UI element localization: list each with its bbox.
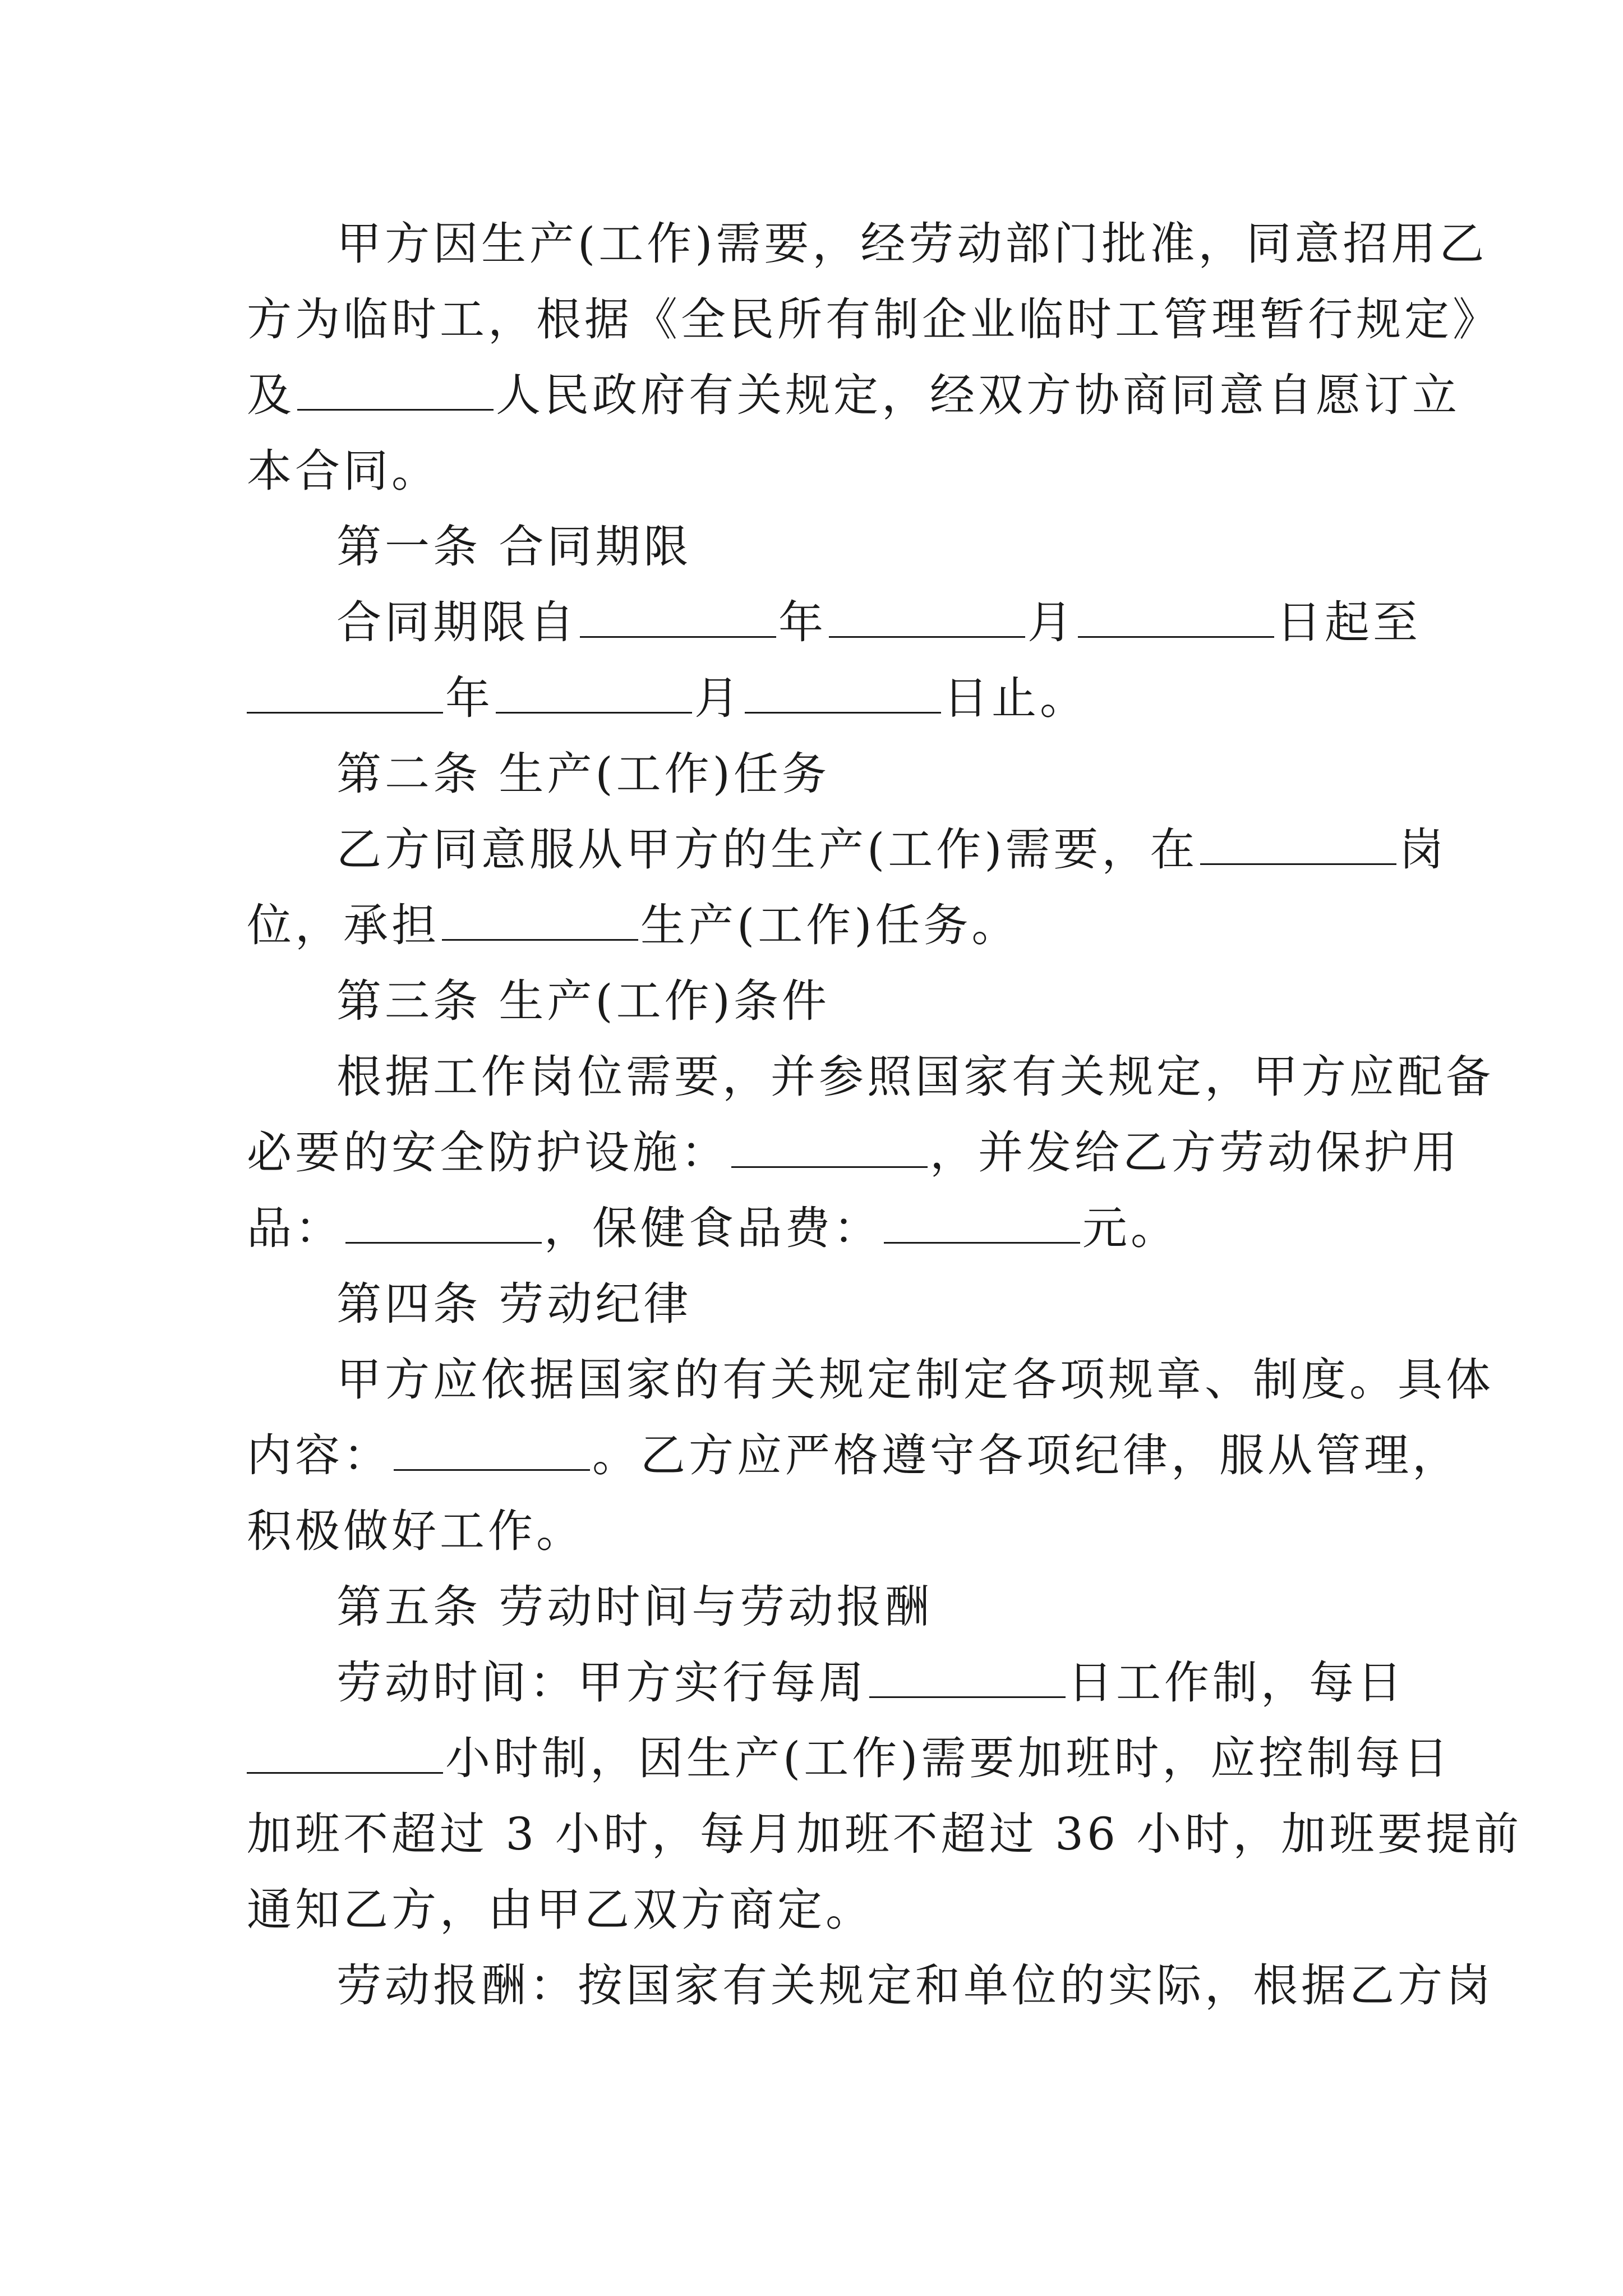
- article-5-line-4: 通知乙方，由甲乙双方商定。: [247, 1884, 874, 1936]
- article-5-line-1: 劳动时间：甲方实行每周 日工作制，每日: [336, 1657, 1405, 1709]
- article-4-line-1: 甲方应依据国家的有关规定制定各项规章、制度。具体: [336, 1354, 1494, 1406]
- article-4-heading: 第四条 劳动纪律: [336, 1278, 692, 1330]
- fill-blank: [247, 1736, 443, 1774]
- fill-blank: [745, 676, 941, 714]
- article-1-line-1: 合同期限自 年 月 日起至: [336, 596, 1421, 648]
- article-2-heading: 第二条 生产(工作)任务: [336, 748, 830, 800]
- fill-blank: [580, 600, 776, 638]
- article-2-line-2: 位，承担 生产(工作)任务。: [247, 899, 1020, 951]
- intro-line-4: 本合同。: [247, 445, 440, 497]
- fill-blank: [496, 676, 692, 714]
- article-3-heading: 第三条 生产(工作)条件: [336, 975, 830, 1027]
- fill-blank: [731, 1130, 928, 1168]
- fill-blank: [1078, 600, 1274, 638]
- fill-blank: [297, 373, 494, 411]
- fill-blank: [394, 1433, 590, 1471]
- article-5-line-2: 小时制，因生产(工作)需要加班时，应控制每日: [247, 1719, 1391, 1798]
- fill-blank: [247, 676, 443, 714]
- fill-blank: [442, 903, 638, 941]
- article-5-heading: 第五条 劳动时间与劳动报酬: [336, 1581, 933, 1633]
- article-1-heading: 第一条 合同期限: [336, 521, 692, 573]
- article-5-line-3: 加班不超过 3 小时，每月加班不超过 36 小时，加班要提前: [247, 1808, 1523, 1860]
- intro-line-3: 及 人民政府有关规定，经双方协商同意自愿订立: [247, 369, 1460, 421]
- fill-blank: [1200, 827, 1396, 865]
- fill-blank: [884, 1206, 1080, 1244]
- fill-blank: [869, 1660, 1066, 1698]
- fill-blank: [345, 1206, 542, 1244]
- article-4-line-3: 积极做好工作。: [247, 1505, 584, 1557]
- article-3-line-3: 品： ，保健食品费： 元。: [247, 1202, 1179, 1254]
- article-4-line-2: 内容： 。乙方应严格遵守各项纪律，服从管理，: [247, 1429, 1460, 1481]
- article-2-line-1: 乙方同意服从甲方的生产(工作)需要，在 岗: [336, 823, 1447, 876]
- article-3-line-1: 根据工作岗位需要，并参照国家有关规定，甲方应配备: [336, 1051, 1494, 1103]
- article-3-line-2: 必要的安全防护设施： ，并发给乙方劳动保护用: [247, 1126, 1460, 1179]
- intro-line-2: 方为临时工，根据《全民所有制企业临时工管理暂行规定》: [247, 293, 1501, 346]
- intro-line-1: 甲方因生产(工作)需要，经劳动部门批准，同意招用乙: [336, 218, 1488, 270]
- fill-blank: [829, 600, 1025, 638]
- article-1-line-2: 年 月 日止。: [247, 659, 1391, 738]
- article-5-line-5: 劳动报酬：按国家有关规定和单位的实际，根据乙方岗: [336, 1959, 1494, 2012]
